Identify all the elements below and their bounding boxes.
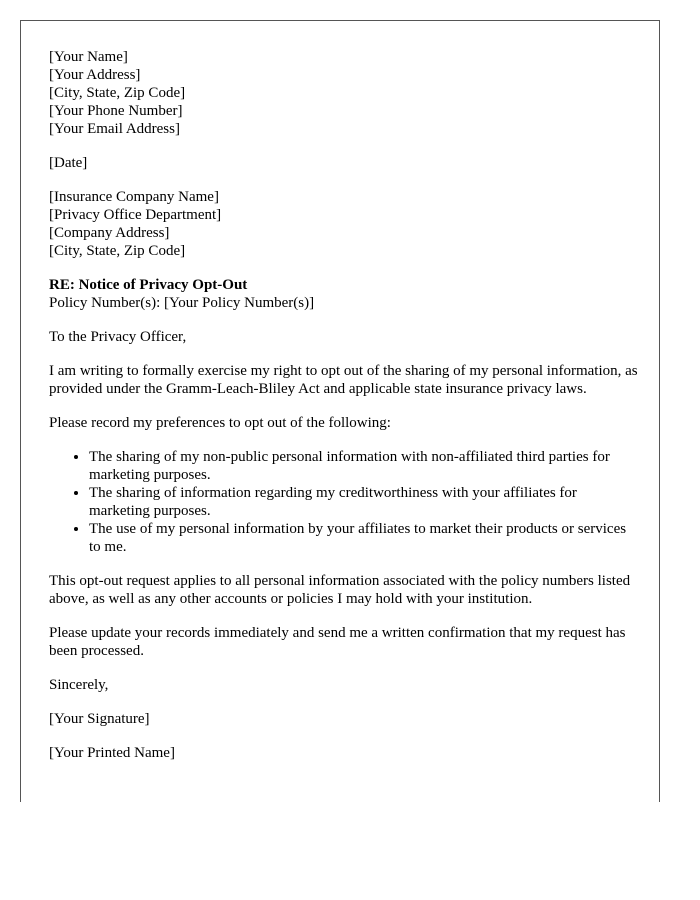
request-paragraph: Please update your records immediately and send me a written confirmation that my request has been processed. bbox=[49, 625, 626, 659]
recipient-city-state-zip: [City, State, Zip Code] bbox=[49, 243, 186, 259]
letter bbox=[49, 48, 639, 778]
re-subject: RE: Notice of Privacy Opt-Out bbox=[49, 277, 248, 293]
recipient-department: [Privacy Office Department] bbox=[49, 207, 222, 223]
list-item: • The sharing of information regarding my creditworthiness with your affiliates for marketing purposes. bbox=[89, 484, 639, 520]
date-block bbox=[49, 154, 639, 172]
recipient-company: [Insurance Company Name] bbox=[49, 189, 219, 205]
closing: Sincerely, bbox=[49, 677, 109, 693]
sender-phone: [Your Phone Number] bbox=[49, 103, 183, 119]
intro-paragraph: I am writing to formally exercise my right to opt out of the sharing of my personal information, as provided under the Gramm-Leach-Bliley Act and applicable state insurance privacy laws. bbox=[49, 363, 638, 397]
re-block bbox=[49, 276, 639, 312]
salutation: To the Privacy Officer, bbox=[49, 329, 187, 345]
printed-name: [Your Printed Name] bbox=[49, 745, 175, 761]
recipient-address: [Company Address] bbox=[49, 225, 170, 241]
list-item: • The sharing of my non-public personal information with non-affiliated third parties for marketing purposes. bbox=[89, 448, 639, 484]
sender-city-state-zip: [City, State, Zip Code] bbox=[49, 85, 186, 101]
scope-paragraph: This opt-out request applies to all personal information associated with the policy numbers listed above, as well as any other accounts or policies I may hold with your institution. bbox=[49, 573, 631, 607]
sender-address: [Your Address] bbox=[49, 67, 141, 83]
sender-email: [Your Email Address] bbox=[49, 121, 180, 137]
list-item: • The use of my personal information by your affiliates to market their products or services to me. bbox=[89, 520, 639, 556]
letter-date: [Date] bbox=[49, 155, 88, 171]
recipient-block bbox=[49, 188, 639, 260]
sender-name: [Your Name] bbox=[49, 49, 128, 65]
list-intro: Please record my preferences to opt out of the following: bbox=[49, 415, 391, 431]
sender-block bbox=[49, 48, 639, 138]
signature: [Your Signature] bbox=[49, 711, 150, 727]
policy-numbers: Policy Number(s): [Your Policy Number(s)] bbox=[49, 295, 315, 311]
opt-out-list bbox=[49, 448, 639, 556]
